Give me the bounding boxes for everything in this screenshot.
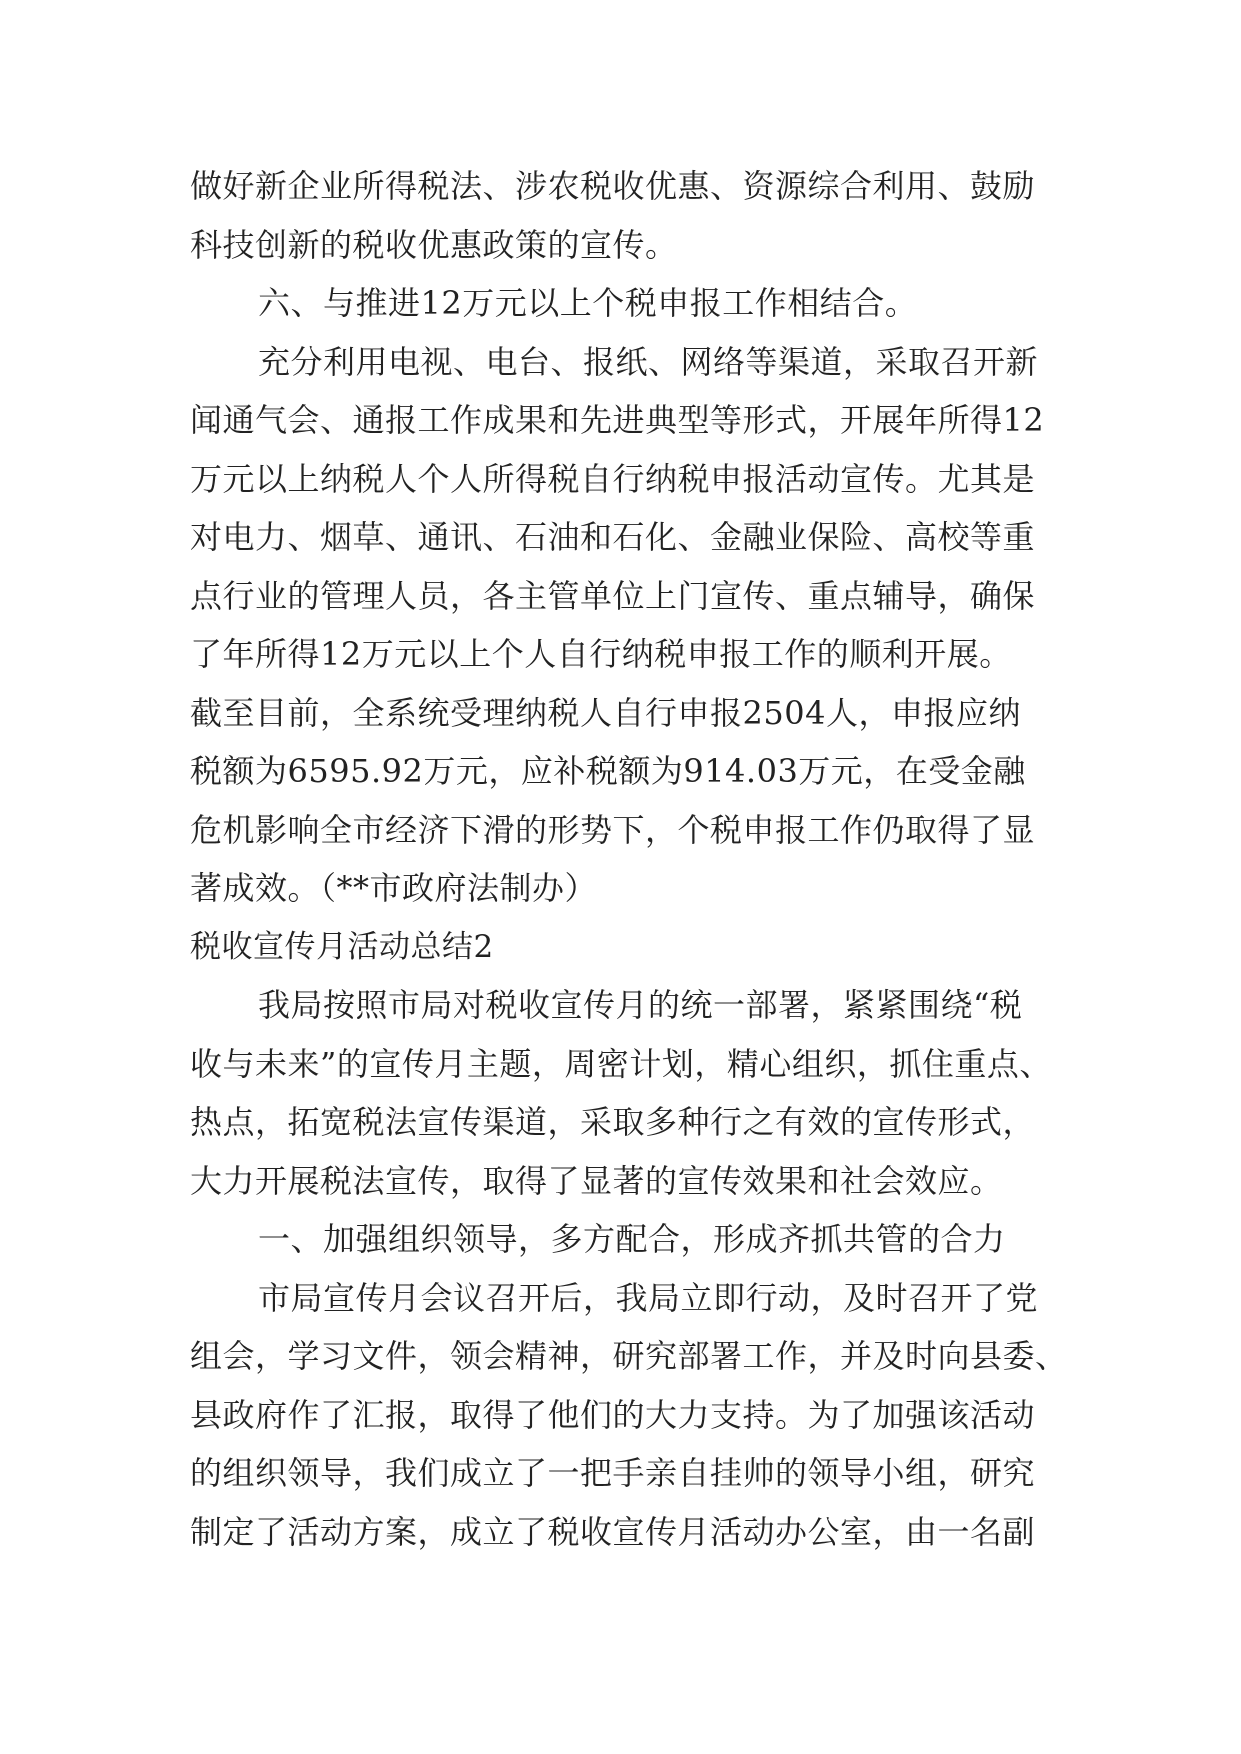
text-line: 充分利用电视、电台、报纸、网络等渠道，采取召开新: [258, 342, 1039, 381]
text-line: 热点，拓宽税法宣传渠道，采取多种行之有效的宣传形式，: [190, 1103, 1036, 1141]
text-line: 做好新企业所得税法、涉农税收优惠、资源综合利用、鼓励: [190, 167, 1036, 205]
document-title: 税收宣传月活动总结2: [190, 928, 494, 965]
text-line: 大力开展税法宣传，取得了显著的宣传效果和社会效应。: [190, 1161, 1003, 1200]
text-line: 万元以上纳税人个人所得税自行纳税申报活动宣传。尤其是: [190, 459, 1036, 498]
text-line: 制定了活动方案，成立了税收宣传月活动办公室，由一名副: [190, 1512, 1036, 1551]
text-line: 我局按照市局对税收宣传月的统一部署，紧紧围绕“税: [258, 986, 1023, 1024]
text-line: 闻通气会、通报工作成果和先进典型等形式，开展年所得12: [190, 401, 1045, 439]
text-line: 了年所得12万元以上个人自行纳税申报工作的顺利开展。: [190, 635, 1012, 673]
text-line: 著成效。（**市政府法制办）: [190, 869, 598, 907]
section-heading: 六、与推进12万元以上个税申报工作相结合。: [258, 284, 918, 322]
text-line: 组会，学习文件，领会精神，研究部署工作，并及时向县委、: [190, 1337, 1068, 1375]
text-line: 市局宣传月会议召开后，我局立即行动，及时召开了党: [258, 1278, 1039, 1317]
text-line: 对电力、烟草、通讯、石油和石化、金融业保险、高校等重: [190, 518, 1036, 556]
text-line: 税额为6595.92万元，应补税额为914.03万元，在受金融: [190, 752, 1026, 790]
text-line: 科技创新的税收优惠政策的宣传。: [190, 225, 678, 264]
section-heading: 一、加强组织领导，多方配合，形成齐抓共管的合力: [258, 1220, 1006, 1258]
text-line: 截至目前，全系统受理纳税人自行申报2504人，申报应纳: [190, 693, 1021, 732]
text-line: 县政府作了汇报，取得了他们的大力支持。为了加强该活动: [190, 1395, 1036, 1434]
document-body: [190, 157, 1070, 1561]
text-line: 点行业的管理人员，各主管单位上门宣传、重点辅导，确保: [190, 576, 1036, 615]
text-line: 的组织领导，我们成立了一把手亲自挂帅的领导小组，研究: [190, 1454, 1036, 1492]
text-line: 收与未来”的宣传月主题，周密计划，精心组织，抓住重点、: [190, 1044, 1052, 1083]
text-line: 危机影响全市经济下滑的形势下，个税申报工作仍取得了显: [190, 810, 1036, 849]
